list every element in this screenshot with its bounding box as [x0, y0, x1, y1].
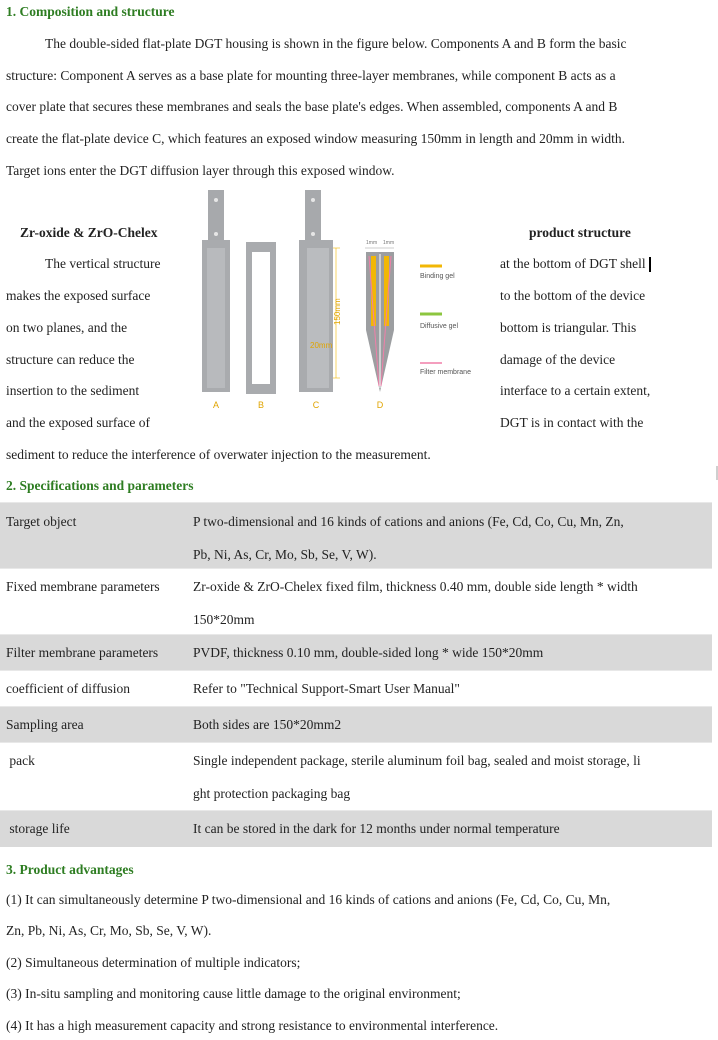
label-a: A — [212, 400, 220, 410]
row-value: Both sides are 150*20mm2 — [187, 707, 712, 743]
left-text-line: insertion to the sediment — [6, 383, 140, 398]
component-a — [202, 190, 230, 392]
component-c — [299, 190, 342, 392]
row-value: Refer to "Technical Support-Smart User Manual" — [187, 671, 712, 707]
row-key: storage life — [0, 811, 187, 847]
section-3-heading: 3. Product advantages — [6, 862, 134, 877]
right-text-line: to the bottom of the device — [500, 288, 646, 303]
left-text-line: on two planes, and the — [6, 320, 128, 335]
row-key: Fixed membrane parameters — [0, 569, 187, 635]
paragraph-tail: sediment to reduce the interference of overwater injection to the measurement. — [6, 447, 431, 462]
component-d — [365, 240, 394, 392]
dim-top-label: 1mm — [383, 240, 395, 246]
section-1-heading: 1. Composition and structure — [6, 4, 175, 19]
row-key: Filter membrane parameters — [0, 635, 187, 671]
legend — [420, 266, 471, 376]
right-text-line: interface to a certain extent, — [500, 383, 651, 398]
paragraph-line: structure: Component A serves as a base plate for mounting three-layer membranes, while component B acts as a — [6, 68, 616, 83]
table-row — [0, 503, 712, 569]
legend-filter-membrane: Filter membrane — [420, 369, 471, 376]
left-text-line: and the exposed surface of — [6, 415, 150, 430]
label-d: D — [376, 400, 384, 410]
row-value: PVDF, thickness 0.10 mm, double-sided long * wide 150*20mm — [187, 635, 712, 671]
paragraph-line: create the flat-plate device C, which features an exposed window measuring 150mm in length and 20mm in width. — [6, 131, 625, 146]
right-text-line: bottom is triangular. This — [500, 320, 637, 335]
dim-top-label: 1mm — [366, 240, 378, 246]
table-row — [0, 707, 712, 743]
table-row — [0, 671, 712, 707]
right-text-line: damage of the device — [500, 352, 616, 367]
paragraph-line: cover plate that secures these membranes and seals the base plate's edges. When assembled, components A and B — [6, 99, 618, 114]
paragraph-line: The double-sided flat-plate DGT housing is shown in the figure below. Components A and B form the basic — [45, 36, 627, 51]
left-title: Zr-oxide & ZrO-Chelex — [20, 225, 158, 240]
section-2-heading: 2. Specifications and parameters — [6, 478, 194, 493]
right-text-line: DGT is in contact with the — [500, 415, 644, 430]
table-row — [0, 569, 712, 635]
advantage-line: Zn, Pb, Ni, As, Cr, Mo, Sb, Se, V, W). — [6, 923, 212, 938]
dim-150-label: 150mm — [333, 298, 342, 325]
legend-diffusive-gel: Diffusive gel — [420, 323, 459, 330]
row-key: coefficient of diffusion — [0, 671, 187, 707]
row-value: P two-dimensional and 16 kinds of cations and anions (Fe, Cd, Co, Cu, Mn, Zn, Pb, Ni, As, Cr, Mo, Sb, Se, V, W). — [187, 503, 712, 569]
spec-table — [0, 502, 712, 847]
table-row — [0, 811, 712, 847]
label-c: C — [312, 400, 320, 410]
row-value: It can be stored in the dark for 12 months under normal temperature — [187, 811, 712, 847]
dgt-structure-figure — [190, 190, 490, 422]
dim-20-label: 20mm — [310, 341, 333, 350]
row-value: Zr-oxide & ZrO-Chelex fixed film, thickness 0.40 mm, double side length * width 150*20mm — [187, 569, 712, 635]
left-text-line: The vertical structure — [45, 256, 161, 271]
right-title: product structure — [529, 225, 631, 240]
advantage-line: (2) Simultaneous determination of multiple indicators; — [6, 955, 301, 970]
table-row — [0, 635, 712, 671]
row-value: Single independent package, sterile aluminum foil bag, sealed and moist storage, li ght protection packaging bag — [187, 743, 712, 811]
advantage-line: (3) In-situ sampling and monitoring cause little damage to the original environment; — [6, 986, 461, 1001]
legend-binding-gel: Binding gel — [420, 273, 455, 280]
paragraph-line: Target ions enter the DGT diffusion layer through this exposed window. — [6, 163, 395, 178]
table-row — [0, 743, 712, 811]
text-cursor — [649, 257, 651, 272]
row-key: Target object — [0, 503, 187, 569]
row-key: Sampling area — [0, 707, 187, 743]
left-text-line: structure can reduce the — [6, 352, 135, 367]
right-text-line: at the bottom of DGT shell — [500, 256, 651, 272]
row-key: pack — [0, 743, 187, 811]
left-text-line: makes the exposed surface — [6, 288, 151, 303]
advantage-line: (4) It has a high measurement capacity and strong resistance to environmental interference. — [6, 1018, 499, 1033]
advantage-line: (1) It can simultaneously determine P two-dimensional and 16 kinds of cations and anions (Fe, Cd, Co, Cu, Mn, — [6, 892, 611, 907]
label-b: B — [257, 400, 265, 410]
component-b — [246, 242, 276, 394]
